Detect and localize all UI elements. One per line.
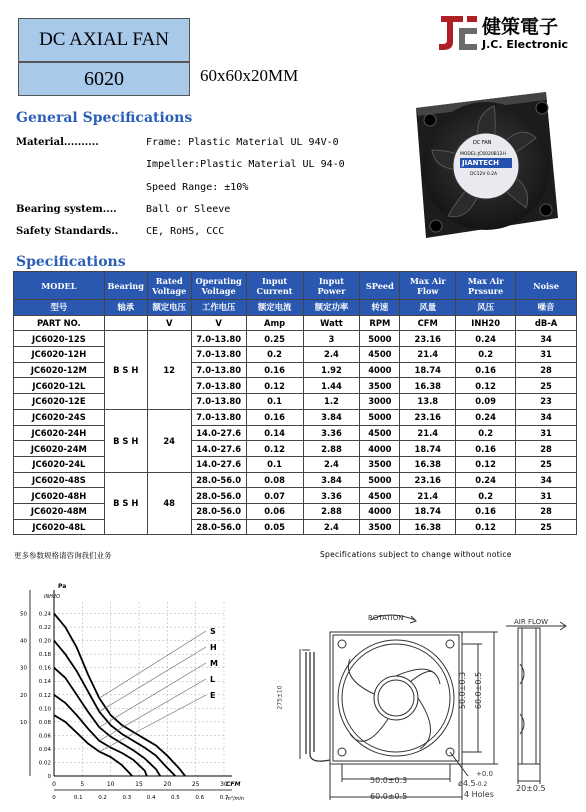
y-tick-label: 0.22	[38, 625, 51, 632]
value-cell: 4000	[360, 503, 400, 519]
value-cell: 34	[516, 331, 577, 347]
rotation-label: ROTATION	[368, 614, 404, 622]
y2-tick-label: 30	[20, 665, 27, 672]
unit-cell: CFM	[400, 315, 456, 331]
value-cell: 7.0-13.80	[191, 394, 246, 410]
unit-cell: dB-A	[516, 315, 577, 331]
rated-voltage-cell: 48	[147, 472, 191, 535]
value-cell: 25	[516, 456, 577, 472]
rated-voltage-cell: 24	[147, 409, 191, 472]
x2-tick-label: 0	[52, 795, 56, 801]
fan-photo	[396, 78, 564, 246]
value-cell: 0.12	[456, 378, 516, 394]
value-cell: 0.2	[246, 347, 303, 363]
col-header-cn: 额定电流	[246, 300, 303, 316]
part-no: JC6020-24L	[14, 456, 105, 472]
x2-tick-label: 0.7	[219, 795, 229, 801]
value-cell: 23	[516, 394, 577, 410]
col-header-cn: 噪音	[516, 300, 577, 316]
bearing-cell: B S H	[104, 409, 147, 472]
value-cell: 0.12	[456, 519, 516, 535]
value-cell: 5000	[360, 472, 400, 488]
table-row	[14, 456, 577, 472]
value-cell: 5000	[360, 409, 400, 425]
value-cell: 3000	[360, 394, 400, 410]
x-tick-label: 0	[52, 781, 56, 788]
fan-label-line3: JIANTECH	[462, 159, 500, 167]
value-cell: 4500	[360, 425, 400, 441]
value-cell: 31	[516, 488, 577, 504]
value-cell: 28	[516, 362, 577, 378]
table-row	[14, 378, 577, 394]
value-cell: 7.0-13.80	[191, 331, 246, 347]
value-cell: 34	[516, 472, 577, 488]
series-label: S	[210, 627, 216, 636]
value-cell: 0.08	[246, 472, 303, 488]
value-cell: 7.0-13.80	[191, 362, 246, 378]
part-no: JC6020-48M	[14, 503, 105, 519]
x2-tick-label: 0.1	[73, 795, 83, 801]
part-no: JC6020-12E	[14, 394, 105, 410]
unit-cell: RPM	[360, 315, 400, 331]
value-cell: 16.38	[400, 378, 456, 394]
value-cell: 5000	[360, 331, 400, 347]
value-cell: 3.84	[303, 472, 360, 488]
bearing-value: Ball or Sleeve	[146, 204, 231, 215]
x-tick-label: 25	[191, 781, 200, 788]
bearing-cell: B S H	[104, 472, 147, 535]
x-tick-label: 5	[80, 781, 85, 788]
col-header: Noise	[516, 272, 577, 300]
col-header-cn: 转速	[360, 300, 400, 316]
material-label: Material..........	[16, 137, 99, 148]
value-cell: 0.05	[246, 519, 303, 535]
lead-length: 275±10	[276, 685, 284, 710]
value-cell: 0.16	[456, 441, 516, 457]
value-cell: 23.16	[400, 331, 456, 347]
value-cell: 0.16	[246, 362, 303, 378]
part-no: JC6020-12H	[14, 347, 105, 363]
y-tick-label: 0.18	[38, 652, 51, 659]
value-cell: 23.16	[400, 472, 456, 488]
unit-cell: V	[147, 315, 191, 331]
value-cell: 7.0-13.80	[191, 409, 246, 425]
col-header-cn: 工作电压	[191, 300, 246, 316]
part-no: JC6020-48L	[14, 519, 105, 535]
value-cell: 3500	[360, 519, 400, 535]
series-label: H	[210, 643, 217, 652]
value-cell: 21.4	[400, 425, 456, 441]
brand-name-en: J.C. Electronic	[482, 38, 568, 51]
series-label: L	[210, 675, 216, 684]
performance-chart	[10, 572, 250, 808]
size-text: 60x60x20MM	[200, 66, 299, 85]
value-cell: 0.16	[246, 409, 303, 425]
bearing-cell: B S H	[104, 331, 147, 409]
part-no: JC6020-12S	[14, 331, 105, 347]
value-cell: 4500	[360, 347, 400, 363]
value-cell: 0.12	[246, 441, 303, 457]
value-cell: 21.4	[400, 347, 456, 363]
value-cell: 0.2	[456, 488, 516, 504]
value-cell: 2.4	[303, 347, 360, 363]
table-row	[14, 347, 577, 363]
brand-logo	[437, 12, 479, 54]
value-cell: 0.14	[246, 425, 303, 441]
value-cell: 0.1	[246, 394, 303, 410]
fan-label-line1: DC FAN	[473, 140, 492, 146]
hole-diameter: ø4.5-0.2	[458, 779, 488, 788]
value-cell: 4000	[360, 441, 400, 457]
value-cell: 0.16	[456, 503, 516, 519]
fan-label-line4: DC12V 0.2A	[470, 172, 498, 177]
value-cell: 28.0-56.0	[191, 519, 246, 535]
note-left: 更多参数规格请咨询我们业务	[14, 551, 112, 560]
col-header-cn: 风量	[400, 300, 456, 316]
col-header: Bearing	[104, 272, 147, 300]
value-cell: 14.0-27.6	[191, 441, 246, 457]
value-cell: 23.16	[400, 409, 456, 425]
part-no: JC6020-24H	[14, 425, 105, 441]
air-flow-label: AIR FLOW	[514, 618, 549, 626]
product-type-box: DC AXIAL FAN	[18, 18, 190, 62]
safety-value: CE, RoHS, CCC	[146, 226, 225, 237]
value-cell: 0.2	[456, 425, 516, 441]
x-tick-label: 20	[163, 781, 172, 788]
y-axis-unit: INH2O	[44, 594, 61, 600]
value-cell: 0.12	[246, 378, 303, 394]
table-row	[14, 394, 577, 410]
x-tick-label: 10	[106, 781, 115, 788]
speed-range: Speed Range: ±10%	[146, 182, 249, 193]
unit-cell	[104, 315, 147, 331]
col-header: SPeed	[360, 272, 400, 300]
safety-label: Safety Standards..	[16, 226, 119, 237]
material-impeller: Impeller:Plastic Material UL 94-0	[146, 159, 345, 170]
x-tick-label: 30	[220, 781, 228, 788]
table-row	[14, 362, 577, 378]
value-cell: 21.4	[400, 488, 456, 504]
col-header: Rated Voltage	[147, 272, 191, 300]
value-cell: 0.2	[456, 347, 516, 363]
value-cell: 2.88	[303, 441, 360, 457]
table-row	[14, 331, 577, 347]
fan-depth: 20±0.5	[516, 784, 546, 793]
y-tick-label: 0.02	[38, 760, 51, 767]
value-cell: 16.38	[400, 519, 456, 535]
hole-count: 4 Holes	[464, 790, 494, 799]
y2-tick-label: 10	[20, 719, 27, 726]
x-tick-label: 15	[135, 781, 143, 788]
part-no: JC6020-24M	[14, 441, 105, 457]
table-row	[14, 441, 577, 457]
value-cell: 3500	[360, 378, 400, 394]
col-header: Max Air Flow	[400, 272, 456, 300]
value-cell: 0.16	[456, 362, 516, 378]
y-tick-label: 0.16	[38, 665, 51, 672]
value-cell: 13.8	[400, 394, 456, 410]
dim-hole-spacing-h: 50.0±0.3	[370, 776, 408, 785]
unit-cell: V	[191, 315, 246, 331]
x2-axis-label: m³/min	[226, 796, 244, 802]
table-row	[14, 519, 577, 535]
model-box: 6020	[18, 62, 190, 96]
value-cell: 2.88	[303, 503, 360, 519]
unit-cell: INH20	[456, 315, 516, 331]
unit-cell: PART NO.	[14, 315, 105, 331]
value-cell: 3.36	[303, 488, 360, 504]
value-cell: 28.0-56.0	[191, 503, 246, 519]
part-no: JC6020-48H	[14, 488, 105, 504]
value-cell: 0.12	[456, 456, 516, 472]
y-tick-label: 0.12	[38, 692, 51, 699]
value-cell: 31	[516, 425, 577, 441]
leader-line	[99, 647, 206, 712]
value-cell: 0.07	[246, 488, 303, 504]
value-cell: 0.06	[246, 503, 303, 519]
y-tick-label: 0.20	[38, 638, 51, 645]
value-cell: 18.74	[400, 362, 456, 378]
col-header: MODEL	[14, 272, 105, 300]
value-cell: 3500	[360, 456, 400, 472]
value-cell: 1.92	[303, 362, 360, 378]
x2-tick-label: 0.3	[122, 795, 132, 801]
series-label: E	[210, 691, 216, 700]
value-cell: 31	[516, 347, 577, 363]
y2-tick-label: 20	[20, 692, 27, 699]
series-label: M	[210, 659, 218, 668]
value-cell: 0.09	[456, 394, 516, 410]
value-cell: 25	[516, 519, 577, 535]
rated-voltage-cell: 12	[147, 331, 191, 409]
value-cell: 0.24	[456, 331, 516, 347]
value-cell: 0.24	[456, 472, 516, 488]
mechanical-drawing	[270, 604, 586, 808]
x2-tick-label: 0.2	[98, 795, 107, 801]
fan-label-line2: MODEL:JC6020B12H	[460, 152, 506, 157]
value-cell: 28	[516, 503, 577, 519]
value-cell: 14.0-27.6	[191, 425, 246, 441]
value-cell: 18.74	[400, 441, 456, 457]
value-cell: 28	[516, 441, 577, 457]
value-cell: 3.84	[303, 409, 360, 425]
x2-tick-label: 0.4	[146, 795, 156, 801]
y-tick-label: 0.24	[38, 611, 51, 618]
value-cell: 3.36	[303, 425, 360, 441]
value-cell: 1.2	[303, 394, 360, 410]
value-cell: 16.38	[400, 456, 456, 472]
part-no: JC6020-24S	[14, 409, 105, 425]
x2-tick-label: 0.6	[195, 795, 205, 801]
value-cell: 3	[303, 331, 360, 347]
y-tick-label: 0.04	[38, 746, 51, 753]
x-axis-label: CFM	[226, 781, 241, 788]
unit-cell: Amp	[246, 315, 303, 331]
col-header: Input Current	[246, 272, 303, 300]
y-axis-label: Pa	[58, 583, 67, 590]
value-cell: 2.4	[303, 519, 360, 535]
y-tick-label: 0.14	[38, 679, 51, 686]
dim-hole-spacing-v: 50.0±0.3	[458, 671, 468, 710]
col-header-cn: 额定功率	[303, 300, 360, 316]
tolerance: +0.0	[476, 770, 493, 778]
value-cell: 28.0-56.0	[191, 472, 246, 488]
note-right: Specifications subject to change without notice	[320, 550, 512, 559]
value-cell: 0.1	[246, 456, 303, 472]
unit-cell: Watt	[303, 315, 360, 331]
value-cell: 2.4	[303, 456, 360, 472]
x2-tick-label: 0.5	[171, 795, 180, 801]
value-cell: 25	[516, 378, 577, 394]
bearing-label: Bearing system....	[16, 204, 117, 215]
dim-frame-h: 60.0±0.5	[370, 792, 408, 801]
table-row	[14, 425, 577, 441]
y-tick-label: 0	[47, 774, 51, 780]
spec-table	[13, 271, 577, 535]
col-header: Operating Voltage	[191, 272, 246, 300]
y-tick-label: 0.10	[38, 706, 51, 713]
value-cell: 4000	[360, 362, 400, 378]
col-header-cn: 额定电压	[147, 300, 191, 316]
value-cell: 34	[516, 409, 577, 425]
value-cell: 0.24	[456, 409, 516, 425]
part-no: JC6020-48S	[14, 472, 105, 488]
col-header-cn: 轴承	[104, 300, 147, 316]
y2-tick-label: 40	[20, 638, 27, 645]
value-cell: 18.74	[400, 503, 456, 519]
y-tick-label: 0.06	[38, 733, 51, 740]
value-cell: 7.0-13.80	[191, 378, 246, 394]
brand-name-cn: 健策電子	[482, 16, 559, 38]
table-row	[14, 409, 577, 425]
value-cell: 7.0-13.80	[191, 347, 246, 363]
value-cell: 28.0-56.0	[191, 488, 246, 504]
table-row	[14, 503, 577, 519]
col-header-cn: 风压	[456, 300, 516, 316]
leader-line	[99, 663, 206, 727]
general-specifications-title: General Specifications	[16, 110, 193, 126]
part-no: JC6020-12M	[14, 362, 105, 378]
dim-frame-v: 60.0±0.5	[474, 671, 484, 710]
value-cell: 1.44	[303, 378, 360, 394]
part-no: JC6020-12L	[14, 378, 105, 394]
table-row	[14, 472, 577, 488]
value-cell: 14.0-27.6	[191, 456, 246, 472]
material-frame: Frame: Plastic Material UL 94V-0	[146, 137, 339, 148]
col-header: Max Air Prssure	[456, 272, 516, 300]
value-cell: 0.25	[246, 331, 303, 347]
col-header: Input Power	[303, 272, 360, 300]
col-header-cn: 型号	[14, 300, 105, 316]
table-row	[14, 488, 577, 504]
y-tick-label: 0.08	[38, 719, 51, 726]
value-cell: 4500	[360, 488, 400, 504]
specifications-title: Specifications	[16, 254, 126, 270]
y2-tick-label: 50	[20, 611, 27, 618]
